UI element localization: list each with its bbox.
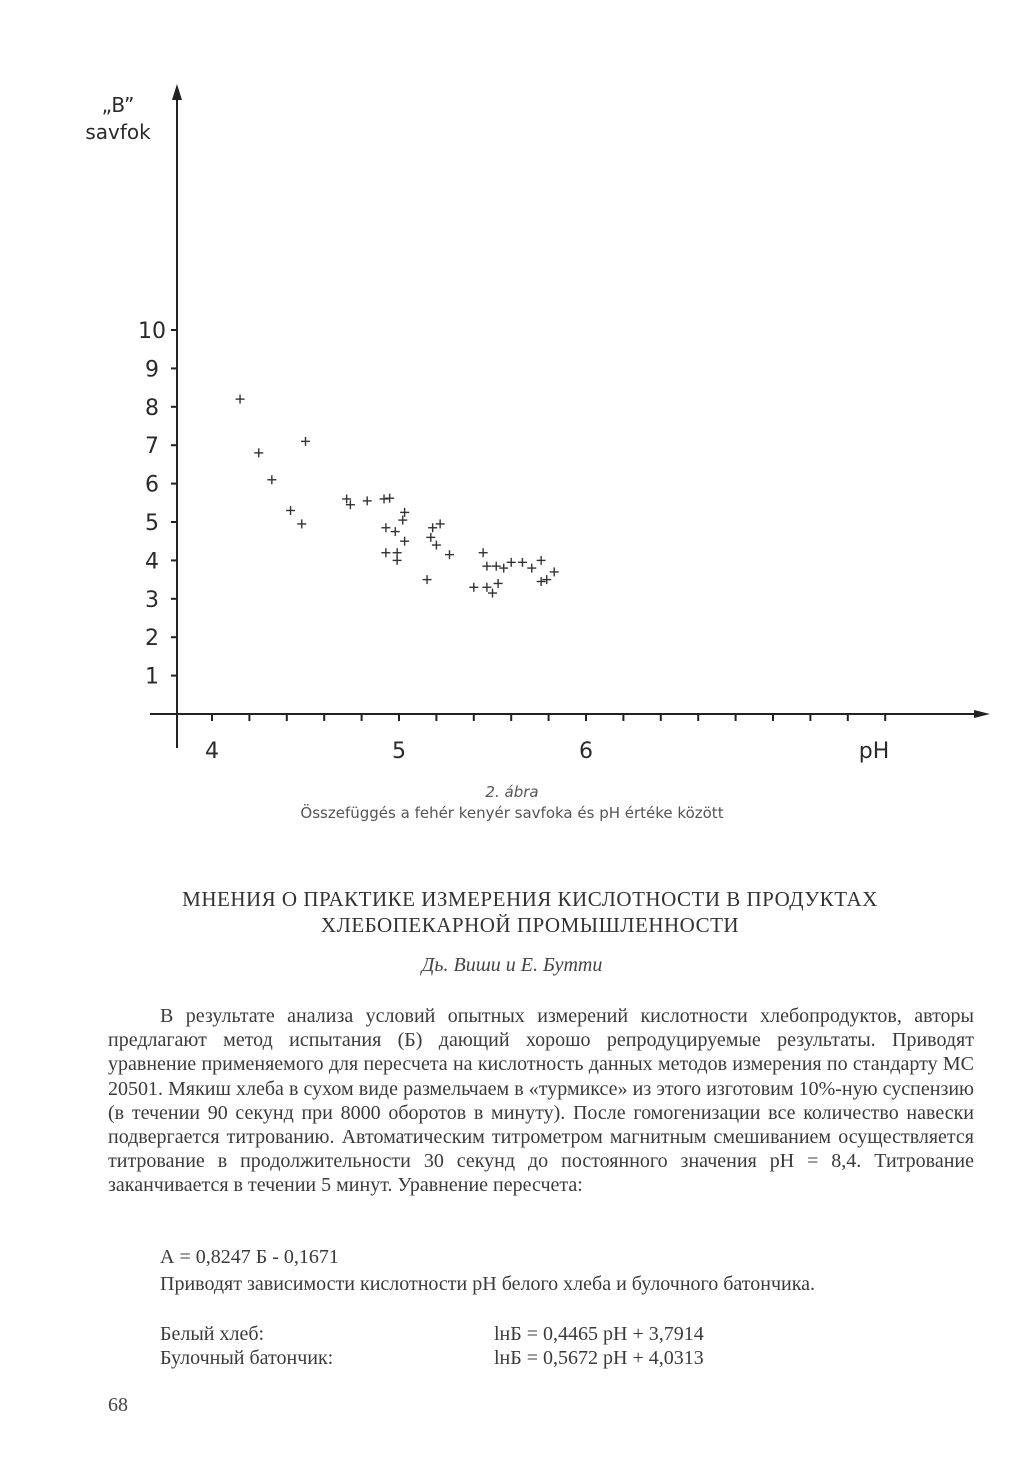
y-tick-label: 4 [145,549,159,575]
y-tick-label: 7 [145,434,159,460]
y-axis-label-line2: savfok [85,120,151,144]
data-point [479,548,488,557]
page-number: 68 [108,1394,128,1416]
y-tick-label: 6 [145,472,159,498]
y-tick-label: 8 [145,395,159,421]
data-point [236,395,245,404]
data-point [254,448,263,457]
conversion-equation: А = 0,8247 Б - 0,1671 [160,1246,339,1268]
data-point [391,527,400,536]
relation-paragraph: Приводят зависимости кислотности pH белого хлеба и булочного батончика. [160,1273,816,1295]
data-point [445,550,454,559]
data-point [499,564,508,573]
data-point [267,475,276,484]
data-point [301,437,310,446]
data-point [393,556,402,565]
data-point [297,519,306,528]
data-point [537,556,546,565]
data-point [542,575,551,584]
y-tick-label: 1 [145,664,159,690]
data-point [423,575,432,584]
y-tick-labels [138,319,166,690]
data-point [507,558,516,567]
x-axis-arrow [974,710,990,718]
x-axis-label: pH [858,739,890,764]
equation-roll-formula: lнБ = 0,5672 pH + 4,0313 [494,1347,704,1369]
x-tick-label: 5 [392,739,406,764]
abstract-paragraph: В результате анализа условий опытных измерений кислотности хлебопродуктов, авторы предлагают метод испытания (Б) дающий хорошо репродуцируемые результаты. Приводят уравнение применяемого для пересчета на кислотность данных методов измерения по стандарту МС 20501. Мякиш хлеба в сухом виде размельчаем в «турмиксе» из этого изготовим 10%-ную суспензию (в течении 90 секунд при 8000 оборотов в минуту). После гомогенизации все количество навески подвергается титрованию. Автоматическим титрометром магнитным смешиванием осуществляется титрование в продолжительности 30 секунд до постоянного значения pH = 8,4. Титрование заканчивается в течении 5 минут. Уравнение пересчета: [108,1005,974,1197]
x-tick-labels [205,739,593,764]
y-tick-label: 2 [145,626,159,652]
data-point [385,494,394,503]
y-axis-label-line1: „B” [101,93,135,117]
data-point [492,562,501,571]
data-point [393,548,402,557]
data-point [400,537,409,546]
data-point [363,496,372,505]
equation-white-bread-formula: lнБ = 0,4465 pH + 3,7914 [494,1323,704,1345]
chart-axes [150,84,990,748]
equation-roll-label: Булочный батончик: [160,1347,334,1369]
data-point [426,533,435,542]
y-axis-arrow [172,84,182,100]
x-tick-label: 4 [205,739,219,764]
figure-number: 2. ábra [485,783,539,801]
data-point [488,589,497,598]
article-authors: Дь. Виши и Е. Бутти [421,954,603,976]
data-point [469,583,478,592]
y-tick-label: 3 [145,587,159,613]
data-points [236,395,559,598]
y-tick-label: 9 [145,357,159,383]
figure-caption: Összefüggés a fehér kenyér savfoka és pH értéke között [300,804,724,822]
data-point [398,516,407,525]
data-point [550,567,559,576]
data-point [482,583,491,592]
data-point [380,494,389,503]
x-tick-label: 6 [579,739,593,764]
y-tick-label: 5 [145,511,159,536]
equation-roll [160,1347,940,1371]
data-point [381,523,390,532]
data-point [494,579,503,588]
data-point [537,577,546,586]
x-ticks [212,714,885,721]
data-point [518,558,527,567]
equation-white-bread-label: Белый хлеб: [160,1323,265,1345]
article-title: МНЕНИЯ О ПРАКТИКЕ ИЗМЕРЕНИЯ КИСЛОТНОСТИ В ПРОДУКТАХ ХЛЕБОПЕКАРНОЙ ПРОМЫШЛЕННОСТИ [182,887,878,937]
data-point [381,548,390,557]
equation-white-bread [160,1323,940,1347]
data-point [286,506,295,515]
data-point [527,564,536,573]
y-tick-label: 10 [138,319,166,344]
data-point [432,541,441,550]
data-point [400,508,409,517]
data-point [482,562,491,571]
